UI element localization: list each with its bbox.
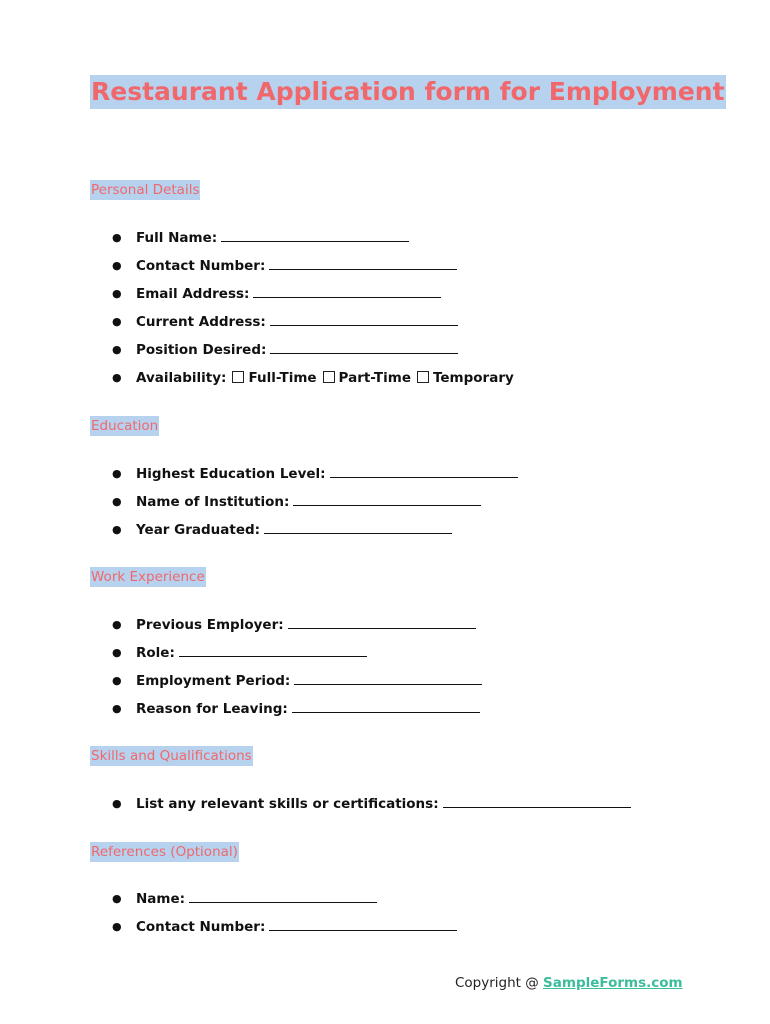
field-label: List any relevant skills or certifications: — [136, 796, 439, 812]
bullet-icon: ● — [112, 259, 122, 272]
relevant-skills-blank[interactable] — [443, 794, 631, 808]
field-highest-education-level — [112, 464, 518, 484]
field-year-graduated — [112, 520, 452, 540]
field-email-address — [112, 284, 441, 304]
year-graduated-blank[interactable] — [264, 520, 452, 534]
field-label: Reason for Leaving: — [136, 701, 288, 717]
field-relevant-skills — [112, 794, 631, 814]
field-label: Email Address: — [136, 286, 250, 302]
temporary-label: Temporary — [432, 370, 514, 386]
section-heading-education: Education — [91, 418, 159, 434]
field-full-name — [112, 228, 409, 248]
field-availability — [112, 368, 514, 388]
bullet-icon: ● — [112, 920, 122, 933]
section-heading-personal-details: Personal Details — [91, 182, 200, 198]
field-label: Highest Education Level: — [136, 466, 326, 482]
bullet-icon: ● — [112, 495, 122, 508]
field-label: Name: — [136, 891, 186, 907]
full-time-label: Full-Time — [248, 370, 317, 386]
field-previous-employer — [112, 615, 476, 635]
section-heading-skills: Skills and Qualifications — [91, 748, 252, 764]
bullet-icon: ● — [112, 892, 122, 905]
employment-period-blank[interactable] — [294, 671, 482, 685]
bullet-icon: ● — [112, 702, 122, 715]
reference-contact-blank[interactable] — [269, 917, 457, 931]
part-time-checkbox[interactable] — [323, 371, 335, 383]
page-title: Restaurant Application form for Employment — [90, 75, 726, 109]
field-label: Employment Period: — [136, 673, 291, 689]
previous-employer-blank[interactable] — [288, 615, 476, 629]
bullet-icon: ● — [112, 287, 122, 300]
highest-education-blank[interactable] — [330, 464, 518, 478]
copyright-text: Copyright @ — [455, 975, 544, 991]
bullet-icon: ● — [112, 315, 122, 328]
institution-blank[interactable] — [293, 492, 481, 506]
temporary-checkbox[interactable] — [417, 371, 429, 383]
role-blank[interactable] — [179, 643, 367, 657]
bullet-icon: ● — [112, 797, 122, 810]
field-current-address — [112, 312, 458, 332]
bullet-icon: ● — [112, 343, 122, 356]
field-label: Contact Number: — [136, 258, 266, 274]
field-label: Year Graduated: — [136, 522, 261, 538]
field-role — [112, 643, 367, 663]
section-heading-work-experience: Work Experience — [91, 569, 205, 585]
field-label: Role: — [136, 645, 175, 661]
part-time-label: Part-Time — [338, 370, 411, 386]
field-reason-for-leaving — [112, 699, 480, 719]
section-heading-references: References (Optional) — [91, 844, 238, 860]
field-label: Availability: — [136, 370, 227, 386]
bullet-icon: ● — [112, 467, 122, 480]
field-reference-name — [112, 889, 377, 909]
field-position-desired — [112, 340, 458, 360]
current-address-blank[interactable] — [270, 312, 458, 326]
field-contact-number — [112, 256, 457, 276]
copyright-footer — [455, 973, 683, 993]
reference-name-blank[interactable] — [189, 889, 377, 903]
field-label: Current Address: — [136, 314, 266, 330]
field-label: Position Desired: — [136, 342, 267, 358]
bullet-icon: ● — [112, 646, 122, 659]
field-label: Full Name: — [136, 230, 218, 246]
full-name-blank[interactable] — [221, 228, 409, 242]
bullet-icon: ● — [112, 618, 122, 631]
position-desired-blank[interactable] — [270, 340, 458, 354]
full-time-checkbox[interactable] — [232, 371, 244, 383]
bullet-icon: ● — [112, 371, 122, 384]
field-label: Contact Number: — [136, 919, 266, 935]
contact-number-blank[interactable] — [269, 256, 457, 270]
field-employment-period — [112, 671, 482, 691]
field-label: Previous Employer: — [136, 617, 284, 633]
field-reference-contact-number — [112, 917, 457, 937]
brand-link[interactable]: SampleForms.com — [543, 975, 683, 991]
bullet-icon: ● — [112, 231, 122, 244]
email-address-blank[interactable] — [253, 284, 441, 298]
field-label: Name of Institution: — [136, 494, 290, 510]
reason-for-leaving-blank[interactable] — [292, 699, 480, 713]
bullet-icon: ● — [112, 674, 122, 687]
field-name-of-institution — [112, 492, 481, 512]
bullet-icon: ● — [112, 523, 122, 536]
